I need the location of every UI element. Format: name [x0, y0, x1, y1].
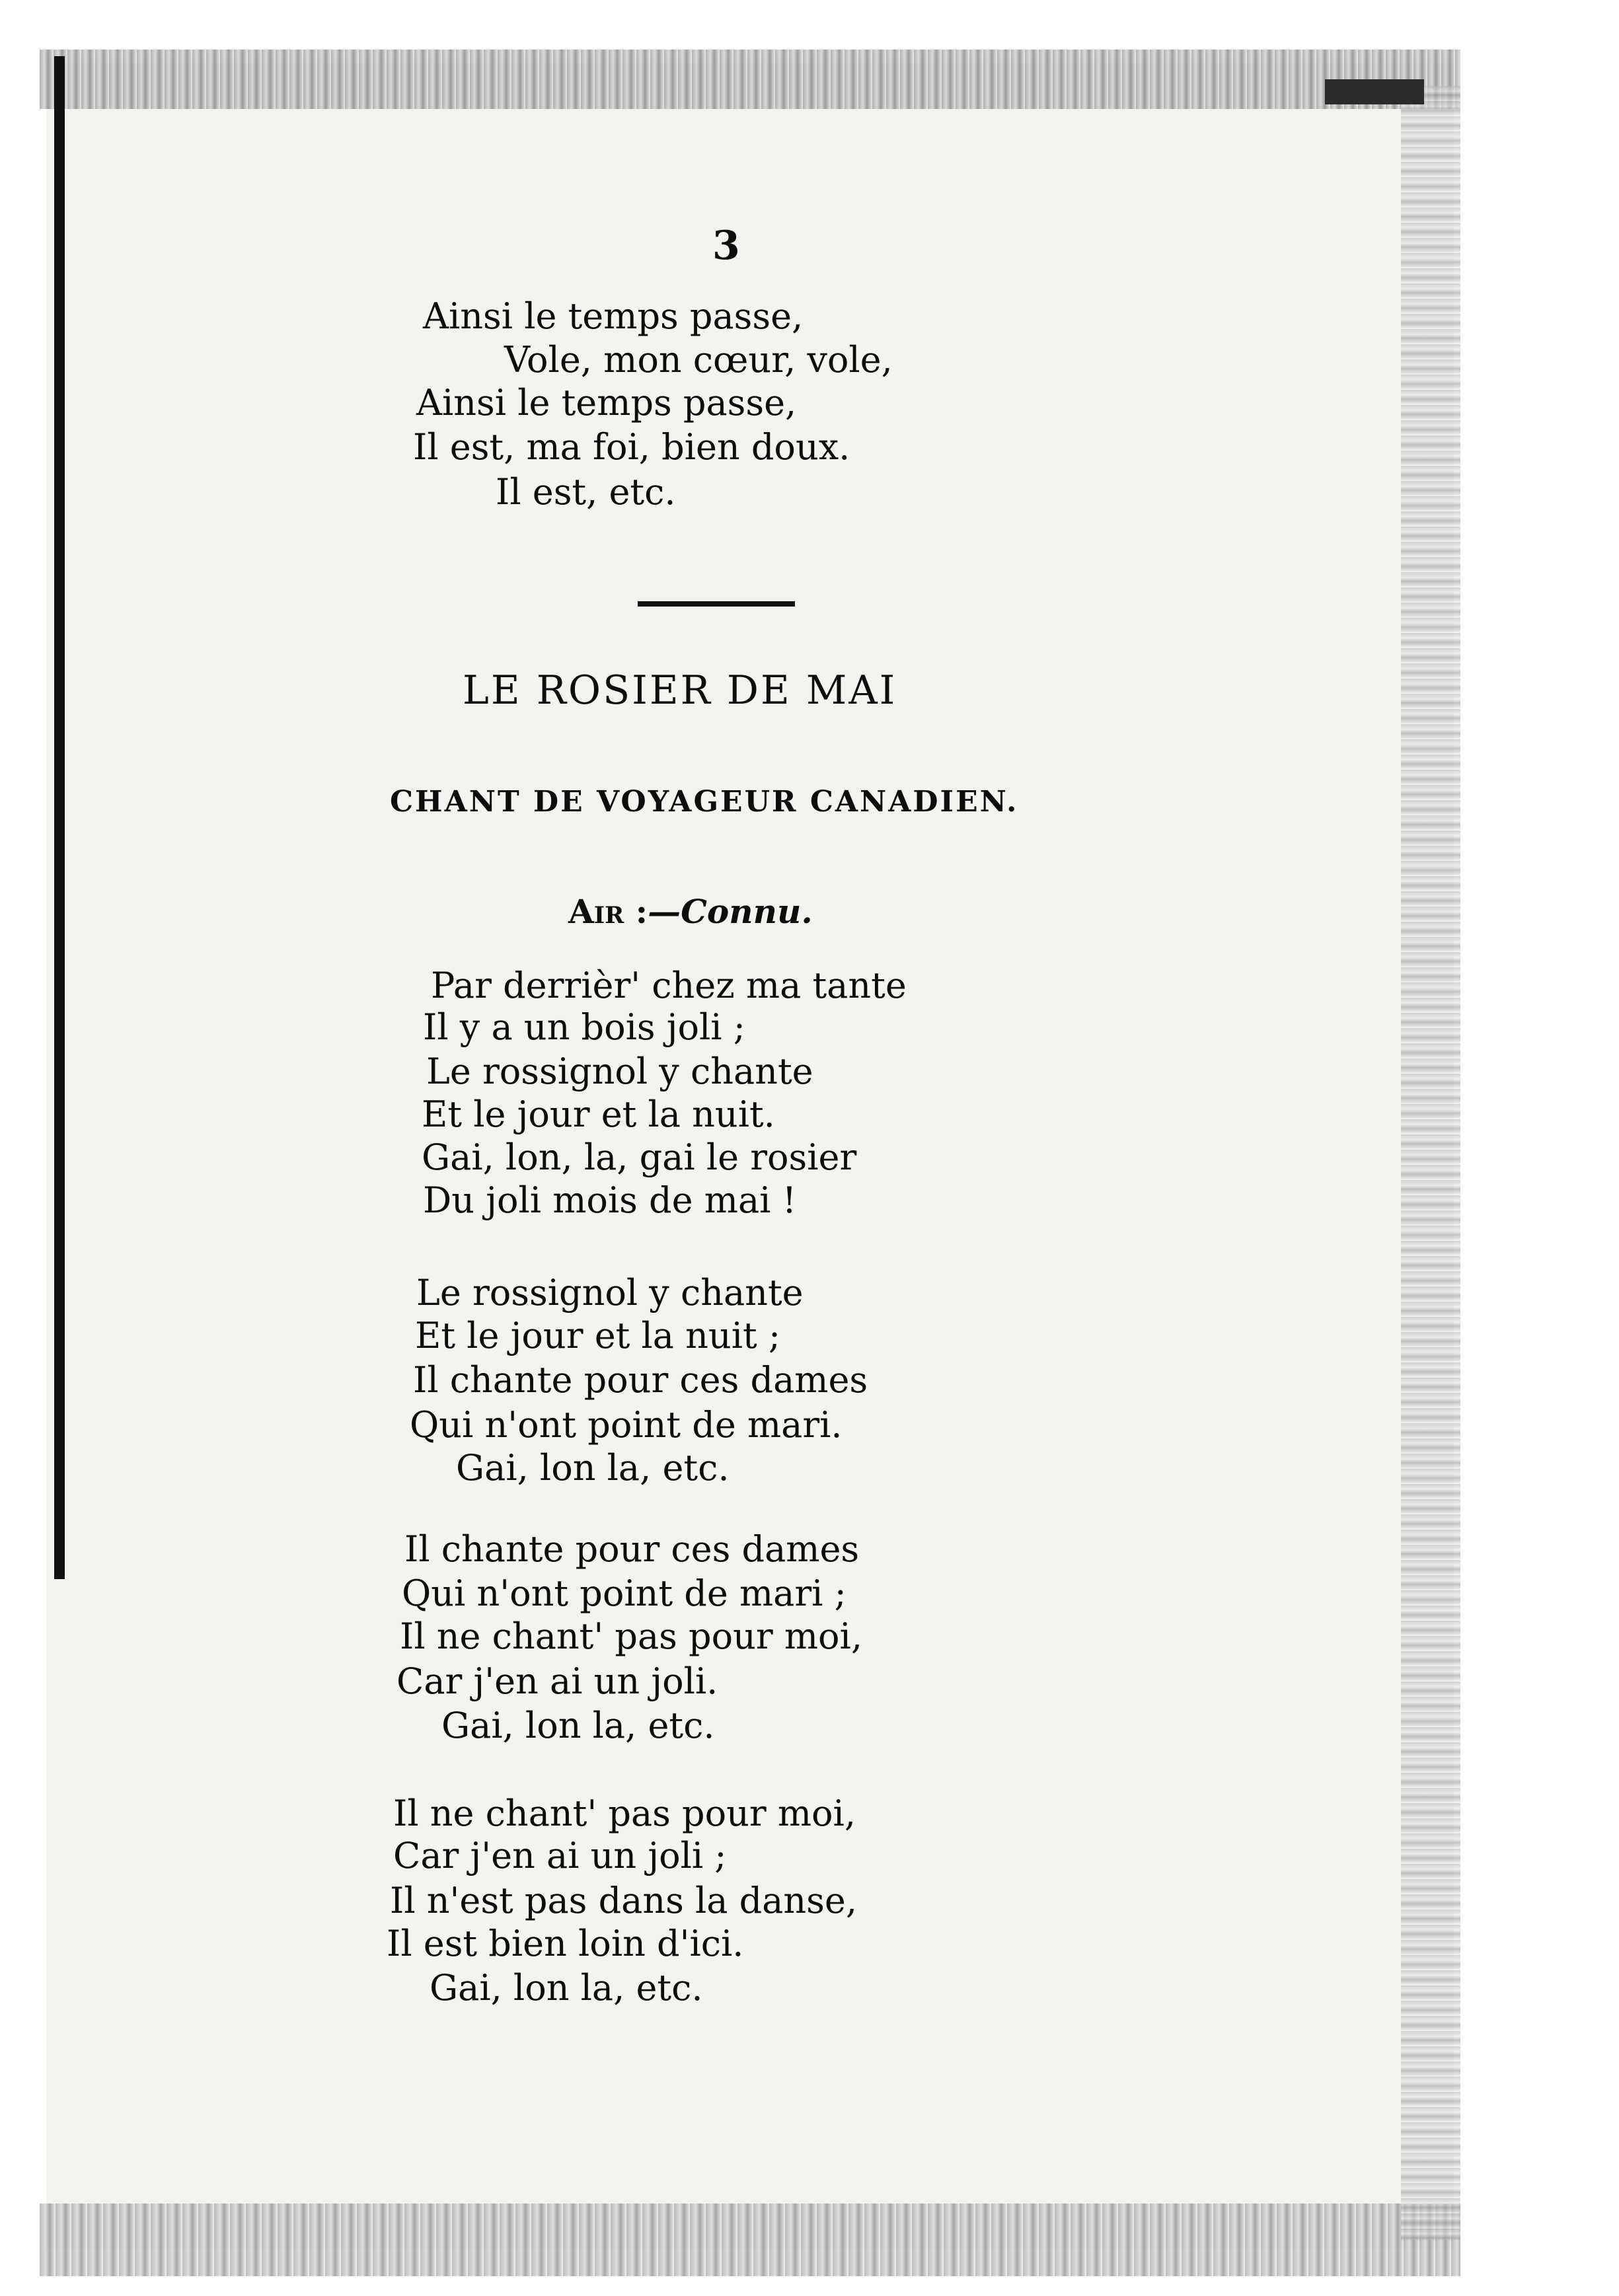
corner-mark [1325, 79, 1424, 104]
section-divider [638, 601, 795, 607]
verse-line: Il ne chant' pas pour moi, [400, 1615, 862, 1657]
verse-line: Qui n'ont point de mari ; [402, 1573, 847, 1614]
verse-line: Ainsi le temps passe, [416, 382, 797, 424]
air-label: Air : [568, 892, 648, 931]
verse-line: Gai, lon la, etc. [430, 1967, 703, 2009]
air-line [568, 892, 813, 931]
scan-edge-top [40, 50, 1460, 109]
verse-line: Gai, lon, la, gai le rosier [422, 1136, 857, 1178]
verse-line: Le rossignol y chante [426, 1051, 813, 1092]
verse-line: Il est bien loin d'ici. [387, 1923, 744, 1964]
verse-line: Ainsi le temps passe, [423, 295, 804, 337]
verse-line: Par derrièr' chez ma tante [431, 965, 907, 1006]
verse-line: Et le jour et la nuit ; [415, 1315, 781, 1356]
verse-line: Il ne chant' pas pour moi, [393, 1793, 856, 1834]
verse-line: Il chante pour ces dames [413, 1359, 868, 1401]
verse-line: Il chante pour ces dames [404, 1528, 860, 1570]
verse-line: Et le jour et la nuit. [422, 1093, 775, 1135]
verse-line: Il y a un bois joli ; [423, 1006, 745, 1048]
verse-line: Le rossignol y chante [416, 1272, 804, 1314]
verse-line: Il est, etc. [496, 471, 676, 513]
page-number: 3 [712, 223, 740, 269]
verse-line: Qui n'ont point de mari. [410, 1404, 843, 1446]
verse-line: Vole, mon cœur, vole, [504, 339, 893, 381]
verse-line: Du joli mois de mai ! [423, 1179, 797, 1221]
verse-line: Il est, ma foi, bien doux. [413, 426, 850, 468]
song-subtitle: CHANT DE VOYAGEUR CANADIEN. [390, 785, 1019, 819]
scan-edge-right [1401, 86, 1460, 2240]
verse-line: Car j'en ai un joli ; [393, 1835, 727, 1876]
verse-line: Gai, lon la, etc. [456, 1447, 730, 1489]
air-value: —Connu. [648, 892, 813, 931]
binding-rule [54, 56, 65, 1579]
scan-edge-bottom [40, 2203, 1460, 2276]
verse-line: Il n'est pas dans la danse, [390, 1880, 857, 1921]
song-title: LE ROSIER DE MAI [463, 667, 897, 714]
verse-line: Gai, lon la, etc. [441, 1705, 715, 1746]
verse-line: Car j'en ai un joli. [396, 1660, 718, 1702]
